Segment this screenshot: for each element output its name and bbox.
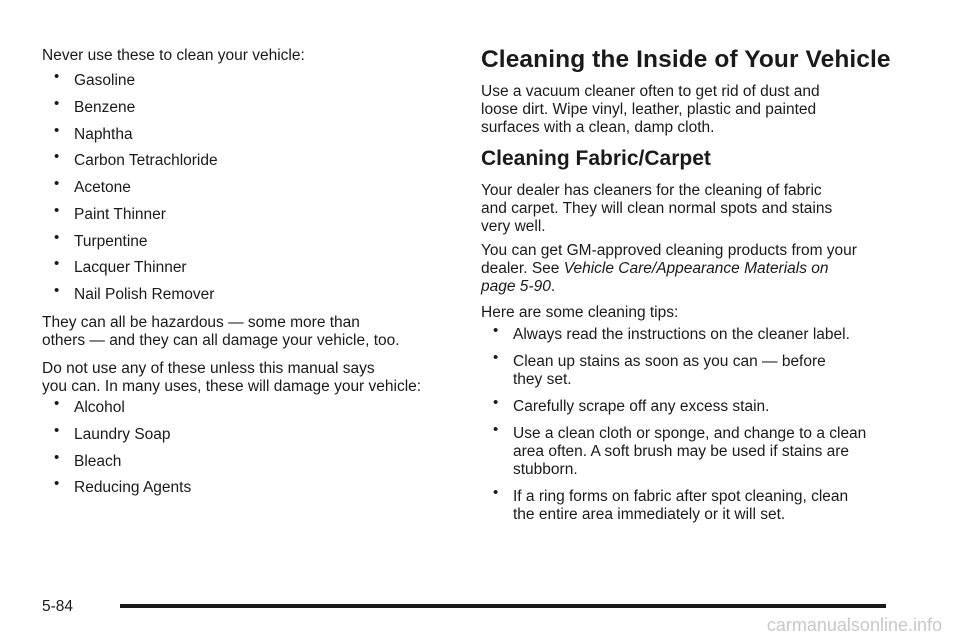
- heading-cleaning-fabric: Cleaning Fabric/Carpet: [481, 147, 711, 170]
- damage-line-1: Do not use any of these unless this manual says: [42, 360, 375, 377]
- tips-intro: Here are some cleaning tips:: [481, 304, 679, 321]
- dealer-cleaners-line: Your dealer has cleaners for the cleaning of fabric: [481, 182, 822, 199]
- cleaning-tip-line: stubborn.: [513, 461, 578, 478]
- damaging-agent-item: [42, 475, 452, 506]
- vacuum-line: surfaces with a clean, damp cloth.: [481, 119, 715, 136]
- cleaning-tip-text: [481, 425, 911, 479]
- cleaning-tip-line: Clean up stains as soon as you can — before: [513, 353, 826, 370]
- hazard-paragraph: [42, 314, 400, 350]
- do-not-use-list: [42, 68, 452, 313]
- care-materials-reference[interactable]: Vehicle Care/Appearance Materials on: [563, 260, 829, 277]
- bullet-icon: •: [54, 121, 60, 139]
- bullet-icon: •: [493, 322, 499, 339]
- bullet-icon: •: [54, 68, 60, 85]
- damage-paragraph: [42, 360, 421, 396]
- do-not-use-item: [42, 68, 452, 99]
- do-not-use-text: Turpentine: [74, 232, 148, 250]
- damaging-agent-text: Bleach: [74, 452, 122, 470]
- cleaning-tip-item: [481, 394, 911, 416]
- do-not-use-item: [42, 201, 452, 233]
- cleaning-tip-text: [481, 353, 911, 389]
- do-not-use-item: [42, 121, 452, 153]
- cleaning-tip-line: If a ring forms on fabric after spot cleaning, clean: [513, 488, 849, 505]
- bullet-icon: •: [54, 255, 60, 273]
- do-not-use-text: Acetone: [74, 179, 131, 196]
- damaging-agents-list: [42, 395, 452, 506]
- cleaning-tips-list: [481, 322, 911, 533]
- bullet-icon: •: [54, 395, 60, 412]
- cleaning-tip-line: they set.: [513, 371, 572, 388]
- bullet-icon: •: [54, 448, 60, 466]
- cleaning-tip-text: [481, 488, 911, 524]
- damaging-agent-text: Reducing Agents: [74, 479, 192, 497]
- bullet-icon: •: [493, 349, 499, 366]
- damaging-agent-item: [42, 395, 452, 426]
- do-not-use-item: [42, 94, 452, 126]
- do-not-use-text: Nail Polish Remover: [74, 286, 215, 303]
- damaging-agent-item: [42, 448, 452, 480]
- damage-line-2: you can. In many uses, these will damage your vehicle:: [42, 378, 422, 395]
- do-not-use-text: Carbon Tetrachloride: [74, 152, 218, 170]
- cleaning-tip-item: [481, 349, 911, 389]
- do-not-use-text: Benzene: [74, 98, 136, 116]
- cleaning-tip-line: the entire area immediately or it will set.: [513, 506, 786, 523]
- do-not-use-item: [42, 282, 452, 313]
- do-not-use-item: [42, 255, 452, 286]
- cleaning-tip-line: area often. A soft brush may be used if stains are: [513, 443, 850, 460]
- dealer-cleaners-paragraph: [481, 182, 832, 236]
- cleaning-tip-line: Always read the instructions on the cleaner label.: [513, 326, 850, 343]
- intro-text: Never use these to clean your vehicle:: [42, 47, 305, 64]
- do-not-use-item: [42, 148, 452, 179]
- watermark: carmanualsonline.info: [766, 615, 942, 635]
- bullet-icon: •: [54, 201, 60, 219]
- heading-cleaning-inside: Cleaning the Inside of Your Vehicle: [481, 46, 891, 73]
- cleaning-tip-item: [481, 484, 911, 524]
- cleaning-tip-line: Carefully scrape off any excess stain.: [513, 398, 770, 415]
- bullet-icon: •: [493, 394, 499, 411]
- gm-products-paragraph: [481, 242, 857, 296]
- period: .: [550, 278, 556, 295]
- bullet-icon: •: [54, 148, 60, 166]
- do-not-use-item: [42, 228, 452, 260]
- cleaning-tip-text: [481, 398, 911, 416]
- bullet-icon: •: [54, 94, 60, 112]
- do-not-use-text: Naphtha: [74, 125, 133, 143]
- bullet-icon: •: [493, 484, 499, 501]
- footer-rule: [120, 604, 886, 608]
- cleaning-tip-text: [481, 326, 911, 344]
- do-not-use-text: Gasoline: [74, 72, 136, 89]
- bullet-icon: •: [54, 475, 60, 493]
- do-not-use-text: Lacquer Thinner: [74, 259, 187, 277]
- bullet-icon: •: [54, 421, 60, 439]
- bullet-icon: •: [54, 175, 60, 192]
- damaging-agent-text: Alcohol: [74, 399, 125, 416]
- do-not-use-item: [42, 175, 452, 206]
- page-reference[interactable]: page 5-90: [481, 278, 551, 295]
- damaging-agent-text: Laundry Soap: [74, 425, 171, 443]
- gm-products-line-1: You can get GM-approved cleaning products from your: [481, 242, 857, 259]
- do-not-use-text: Paint Thinner: [74, 205, 166, 223]
- bullet-icon: •: [54, 282, 60, 299]
- vacuum-paragraph: [481, 83, 820, 137]
- cleaning-tip-item: [481, 322, 911, 344]
- damaging-agent-item: [42, 421, 452, 453]
- vacuum-line: loose dirt. Wipe vinyl, leather, plastic and painted: [481, 101, 817, 118]
- hazard-line-1: They can all be hazardous — some more than: [42, 314, 360, 331]
- cleaning-tip-line: Use a clean cloth or sponge, and change to a clean: [513, 425, 867, 442]
- hazard-line-2: others — and they can all damage your vehicle, too.: [42, 332, 400, 349]
- bullet-icon: •: [493, 421, 499, 438]
- dealer-cleaners-line: very well.: [481, 218, 546, 235]
- bullet-icon: •: [54, 228, 60, 246]
- gm-products-line-2: dealer. See: [481, 260, 564, 277]
- page-number: 5-84: [42, 598, 74, 615]
- cleaning-tip-item: [481, 421, 911, 479]
- dealer-cleaners-line: and carpet. They will clean normal spots and stains: [481, 200, 833, 217]
- vacuum-line: Use a vacuum cleaner often to get rid of dust and: [481, 83, 820, 100]
